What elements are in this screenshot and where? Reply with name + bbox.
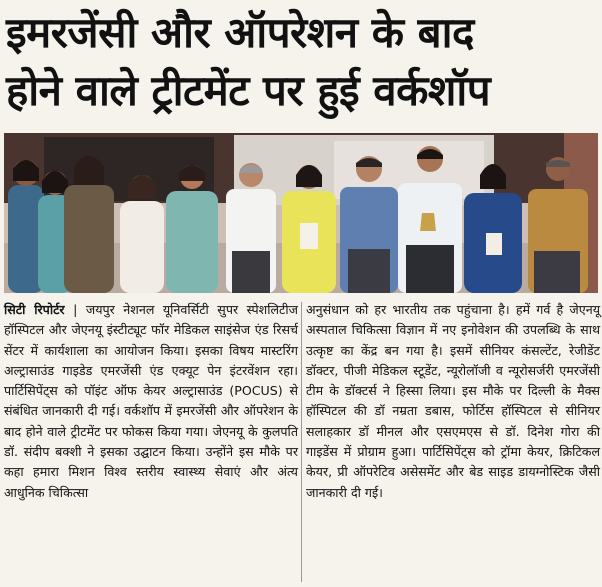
headline-line-2: होने वाले ट्रीटमेंट पर हुई वर्कशॉप [6, 66, 491, 115]
headline [6, 4, 598, 120]
byline-separator: | [64, 302, 86, 317]
article-column-left [4, 300, 298, 503]
article-text-right: अनुसंधान को हर भारतीय तक पहुंचाना है। हमें गर्व है जेएनयू अस्पताल चिकित्सा विज्ञान में नए इनोवेशन की उपलब्धि के साथ उत्कृष्ट का केंद्र बन गया है। इसमें सीनियर कंसल्टेंट, रेजीडेंट डॉक्टर, पीजी मेडिकल स्टूडेंट, न्यूरोलॉजी व न्यूरोसर्जरी एमरजेंसी टीम के डॉक्टर्स ने हिस्सा लिया। इस मौके पर दिल्ली के मैक्स हॉस्पिटल की डॉ नम्रता डबास, फोर्टिस हॉस्पिटल से सीनियर सलाहकार डॉ मीनल और एसएमएस से डॉ. दिनेश गोरा की गाइडेंस में प्रोग्राम हुआ। पार्टिसिपेंट्स को ट्रॉमा केयर, क्रिटिकल केयर, प्री ऑपरेटिव असेसमेंट और बेड साइड डायग्नोस्टिक जैसी जानकारी दी गई। [306, 302, 600, 500]
article-text-left: जयपुर नेशनल यूनिवर्सिटी सुपर स्पेशलिटीज हॉस्पिटल और जेएनयू इंस्टीट्यूट फॉर मेडिकल साइंसेज एंड रिसर्च सेंटर में कार्यशाला का आयोजन किया। इसका विषय मास्टरिंग अल्ट्रासाउंड गाइडेड एमरजेंसी एंड एक्यूट पेन इंटरवेंशन रहा। पार्टिसिपेंट्स को पॉइंट ऑफ केयर अल्ट्रासाउंड (POCUS) से संबंधित जानकारी दी गई। वर्कशॉप में इमरजेंसी और ऑपरेशन के बाद होने वाले ट्रीटमेंट पर फोकस किया गया। जेएनयू के कुलपति डॉ. संदीप बक्शी ने इसका उद्घाटन किया। उन्होंने इस मौके पर कहा हमारा मिशन विश्व स्तरीय स्वास्थ्य सेवाएं और अंत्य आधुनिक चिकित्सा [4, 302, 298, 500]
group-photo [4, 133, 598, 293]
headline-line-1: इमरजेंसी और ऑपरेशन के बाद [6, 8, 474, 57]
article-column-right [306, 300, 600, 503]
group-photo-illustration [4, 133, 598, 293]
byline: सिटी रिपोर्टर [4, 302, 65, 317]
column-divider [301, 302, 302, 582]
